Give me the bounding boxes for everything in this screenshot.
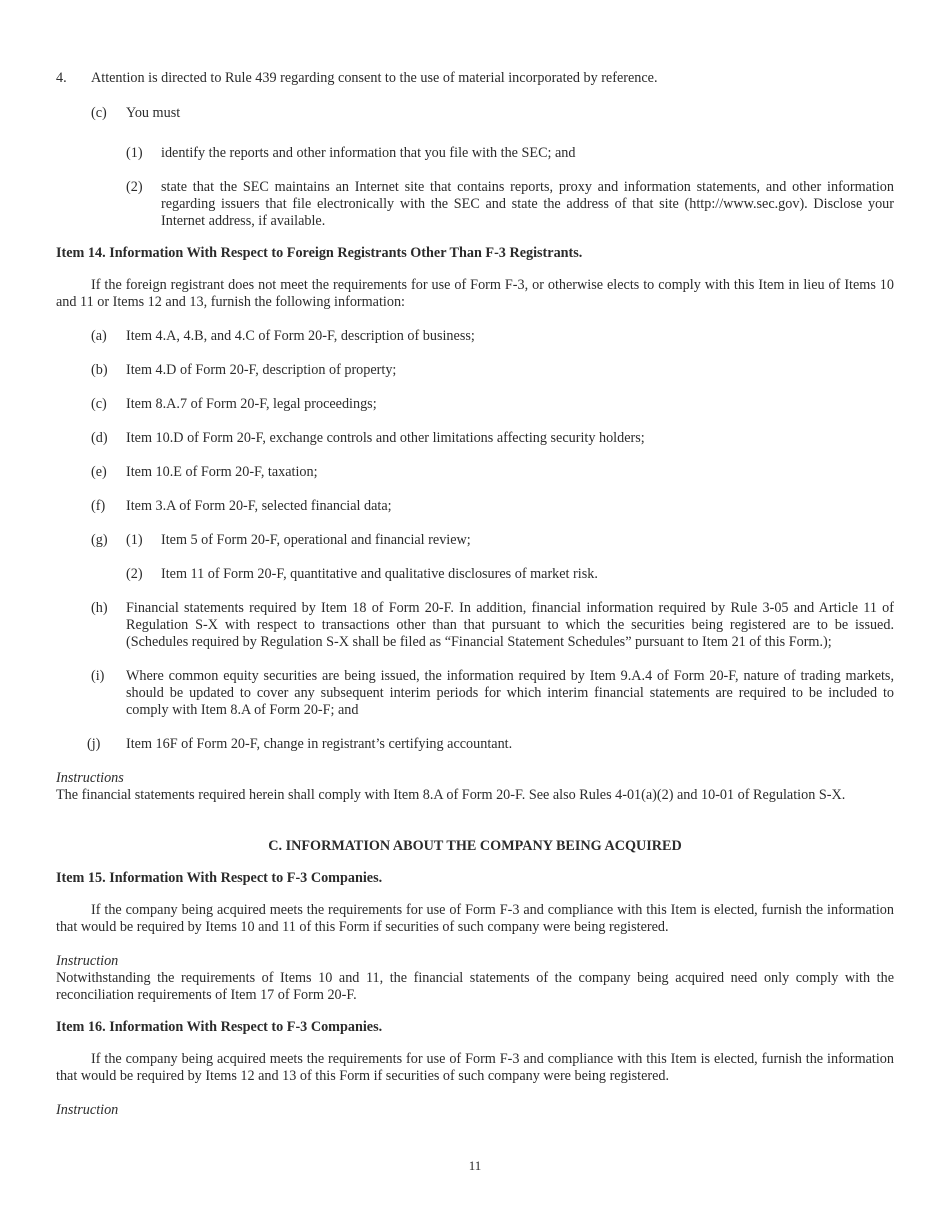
list-item-text: Financial statements required by Item 18 of Form 20-F. In addition, financial information required by Rule 3-05 and Article 11 of Regulation S-X with respect to transactions other than that pursuant to which the securities being registered are to be issued. (Schedules required by Regulation S-X shall be filed as “Financial Statement Schedules” pursuant to Item 21 of this Form.); [126, 600, 894, 650]
list-item-label: (d) [91, 430, 108, 446]
item14-list-item-i [56, 668, 894, 719]
list-item-text: Item 4.A, 4.B, and 4.C of Form 20-F, description of business; [126, 328, 475, 344]
list-item-label: (h) [91, 600, 108, 616]
list-item-label: (a) [91, 328, 107, 344]
item15-heading: Item 15. Information With Respect to F-3 Companies. [56, 870, 383, 886]
item15-instruction-title: Instruction [56, 953, 119, 969]
item16-instruction-title: Instruction [56, 1102, 119, 1118]
list-item-text: Item 8.A.7 of Form 20-F, legal proceedings; [126, 396, 377, 412]
item14-list-item-f [56, 498, 894, 515]
item14-list-item-j [56, 736, 894, 753]
item14-list-item-h [56, 600, 894, 651]
item4-text: Attention is directed to Rule 439 regarding consent to the use of material incorporated by reference. [91, 70, 658, 86]
item4-c1 [56, 145, 894, 162]
item14-list-item-d [56, 430, 894, 447]
item14-instructions-title: Instructions [56, 770, 124, 786]
document-page [56, 70, 894, 1119]
list-item-label: (f) [91, 498, 106, 514]
item14-list-item-g2 [56, 566, 894, 583]
item4-c-text: You must [126, 105, 181, 121]
page-number: 11 [468, 1158, 482, 1173]
sub-item-text: Item 5 of Form 20-F, operational and financial review; [161, 532, 471, 548]
item14-list-item-g1 [56, 532, 894, 549]
item14-list-item-c [56, 396, 894, 413]
item4-c2 [56, 179, 894, 230]
item14-list-item-a [56, 328, 894, 345]
list-item-text: Item 3.A of Form 20-F, selected financial data; [126, 498, 392, 514]
list-item-label: (e) [91, 464, 107, 480]
item14-intro: If the foreign registrant does not meet the requirements for use of Form F-3, or otherwise elects to comply with this Item in lieu of Items 10 and 11 or Items 12 and 13, furnish the following information: [56, 277, 894, 310]
item4-c-label: (c) [91, 105, 107, 121]
list-item-text: Item 16F of Form 20-F, change in registrant’s certifying accountant. [126, 736, 513, 752]
item16-text: If the company being acquired meets the requirements for use of Form F-3 and compliance with this Item is elected, furnish the information that would be required by Items 12 and 13 of this Form if securities of such company were being registered. [56, 1051, 894, 1084]
list-item-text: Item 4.D of Form 20-F, description of property; [126, 362, 397, 378]
list-item-text: Item 10.D of Form 20-F, exchange controls and other limitations affecting security holders; [126, 430, 645, 446]
item4-c1-label: (1) [126, 145, 143, 161]
item4-c1-text: identify the reports and other information that you file with the SEC; and [161, 145, 576, 161]
list-item-label: (g) [91, 532, 108, 548]
sub-item-text: Item 11 of Form 20-F, quantitative and qualitative disclosures of market risk. [161, 566, 598, 582]
sub-item-label: (2) [126, 566, 143, 582]
item14-list-item-e [56, 464, 894, 481]
item4-c2-text: state that the SEC maintains an Internet site that contains reports, proxy and information statements, and other information regarding issuers that file electronically with the SEC and state the address of that site (http://www.sec.gov). Disclose your Internet address, if available. [161, 179, 894, 229]
list-item-label: (i) [91, 668, 105, 684]
item4-number: 4. [56, 70, 67, 86]
item14-instructions-text: The financial statements required herein shall comply with Item 8.A of Form 20-F. See also Rules 4-01(a)(2) and 10-01 of Regulation S-X. [56, 787, 846, 803]
item16-heading: Item 16. Information With Respect to F-3 Companies. [56, 1019, 383, 1035]
item4-c [56, 105, 894, 122]
item4-c2-label: (2) [126, 179, 143, 195]
sub-item-label: (1) [126, 532, 143, 548]
list-item-text: Item 10.E of Form 20-F, taxation; [126, 464, 318, 480]
section-c-heading: C. INFORMATION ABOUT THE COMPANY BEING ACQUIRED [268, 838, 682, 854]
item15-instruction-text: Notwithstanding the requirements of Items 10 and 11, the financial statements of the company being acquired need only comply with the reconciliation requirements of Item 17 of Form 20-F. [56, 970, 894, 1003]
list-item-text: Where common equity securities are being issued, the information required by Item 9.A.4 of Form 20-F, nature of trading markets, should be updated to cover any subsequent interim periods for which interim financial statements are required to be included to comply with Item 8.A of Form 20-F; and [126, 668, 894, 718]
list-item-label: (b) [91, 362, 108, 378]
list-item-label: (c) [91, 396, 107, 412]
item15-text: If the company being acquired meets the requirements for use of Form F-3 and compliance with this Item is elected, furnish the information that would be required by Items 10 and 11 of this Form if securities of such company were being registered. [56, 902, 894, 935]
item14-heading: Item 14. Information With Respect to Foreign Registrants Other Than F-3 Registrants. [56, 245, 583, 261]
item4-paragraph [56, 70, 894, 87]
list-item-label: (j) [87, 736, 101, 752]
item14-list-item-b [56, 362, 894, 379]
